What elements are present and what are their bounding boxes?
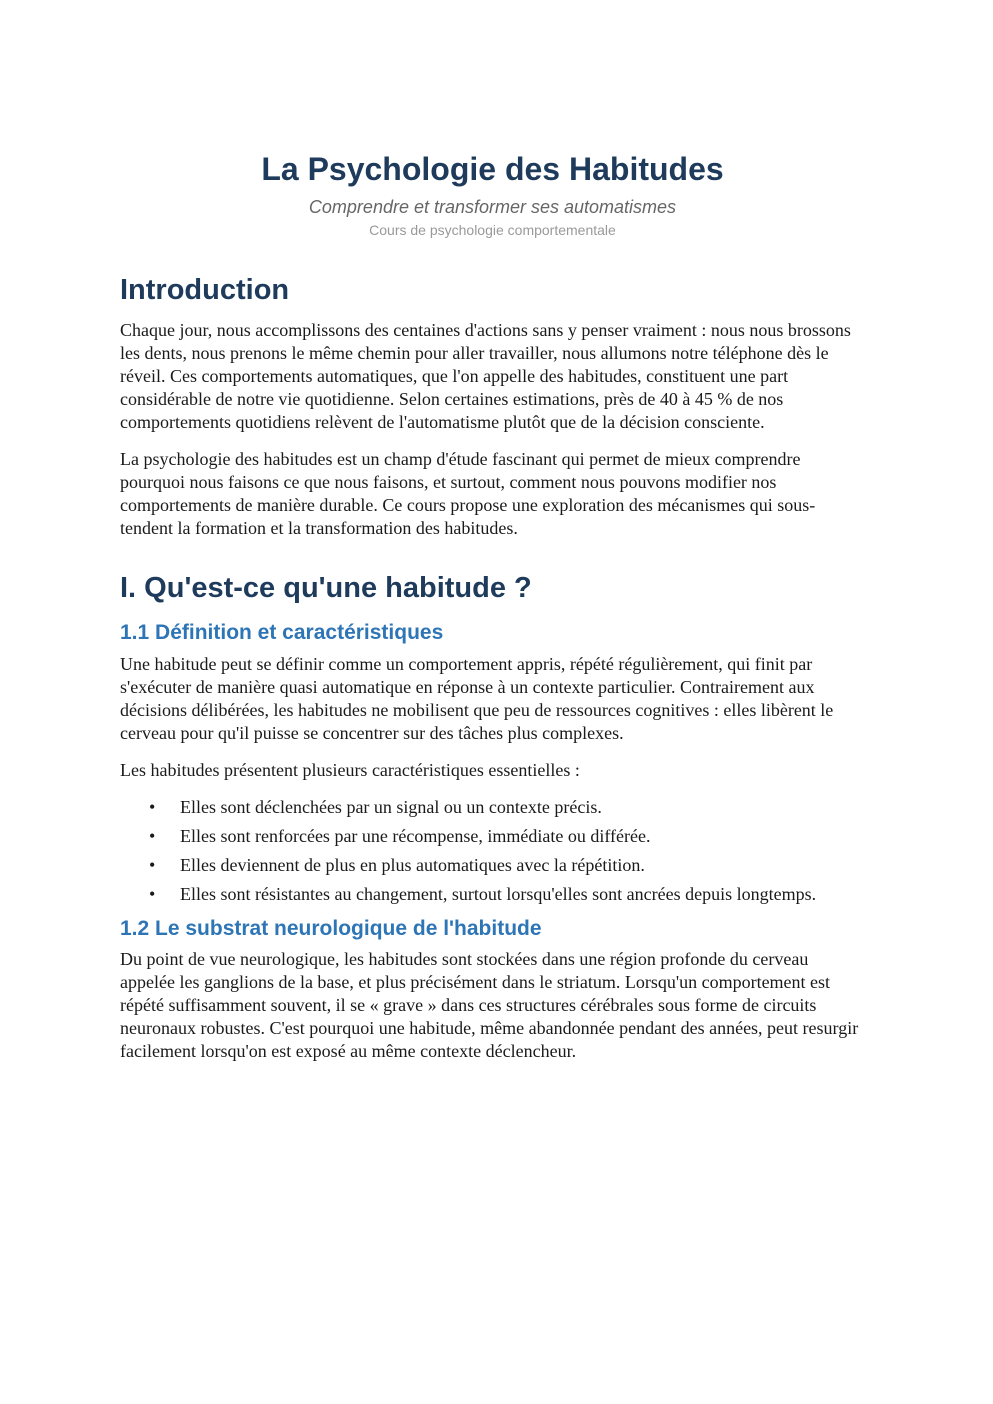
bullet-icon: • xyxy=(149,855,156,875)
list-item-text: Elles sont renforcées par une récompense, immédiate ou différée. xyxy=(180,826,651,846)
introduction-paragraph: Chaque jour, nous accomplissons des centaines d'actions sans y penser vraiment : nous nous brossons les dents, nous prenons le même chemin pour aller travailler, nous allumons notre téléphone dès le réveil. Ces comportements automatiques, que l'on appelle des habitudes, constituent une part considérable de notre vie quotidienne. Selon certaines estimations, près de 40 à 45 % de nos comportements quotidiens relèvent de l'automatisme plutôt que de la décision consciente. xyxy=(120,320,851,432)
subsection-heading-definition: 1.1 Définition et caractéristiques xyxy=(120,621,444,644)
section-what-is-habit xyxy=(120,570,865,1063)
list-item xyxy=(120,796,865,819)
document-subtitle: Comprendre et transformer ses automatismes xyxy=(308,197,677,217)
subsection-heading-neurology: 1.2 Le substrat neurologique de l'habitude xyxy=(120,917,542,940)
document-page xyxy=(120,0,865,1063)
list-item-text: Elles deviennent de plus en plus automatiques avec la répétition. xyxy=(180,855,645,875)
list-item xyxy=(120,825,865,848)
introduction-heading: Introduction xyxy=(120,274,290,306)
list-item xyxy=(120,883,865,906)
list-item-text: Elles sont déclenchées par un signal ou un contexte précis. xyxy=(180,797,602,817)
neurology-paragraph: Du point de vue neurologique, les habitudes sont stockées dans une région profonde du cerveau appelée les ganglions de la base, et plus précisément dans le striatum. Lorsqu'un comportement est répété suffisamment souvent, il se « grave » dans ces structures cérébrales sous forme de circuits neuronaux robustes. C'est pourquoi une habitude, même abandonnée pendant des années, peut resurgir facilement lorsqu'on est exposé au même contexte déclencheur. xyxy=(120,949,859,1061)
course-label: Cours de psychologie comportementale xyxy=(369,222,616,238)
list-item xyxy=(120,854,865,877)
characteristics-intro: Les habitudes présentent plusieurs caractéristiques essentielles : xyxy=(120,760,580,780)
section-heading: I. Qu'est-ce qu'une habitude ? xyxy=(120,572,532,604)
list-item-text: Elles sont résistantes au changement, surtout lorsqu'elles sont ancrées depuis longtemps. xyxy=(180,884,817,904)
definition-paragraph: Une habitude peut se définir comme un comportement appris, répété régulièrement, qui finit par s'exécuter de manière quasi automatique en réponse à un contexte particulier. Contrairement aux décisions délibérées, les habitudes ne mobilisent que peu de ressources cognitives : elles libèrent le cerveau pour qu'il puisse se concentrer sur des tâches plus complexes. xyxy=(120,654,834,743)
document-title: La Psychologie des Habitudes xyxy=(261,151,724,187)
introduction-section xyxy=(120,272,865,540)
bullet-icon: • xyxy=(149,826,156,846)
bullet-icon: • xyxy=(149,797,156,817)
introduction-paragraph: La psychologie des habitudes est un champ d'étude fascinant qui permet de mieux comprendre pourquoi nous faisons ce que nous faisons, et surtout, comment nous pouvons modifier nos comportements de manière durable. Ce cours propose une exploration des mécanismes qui sous-tendent la formation et la transformation des habitudes. xyxy=(120,449,816,538)
bullet-icon: • xyxy=(149,884,156,904)
characteristics-list xyxy=(120,796,865,906)
